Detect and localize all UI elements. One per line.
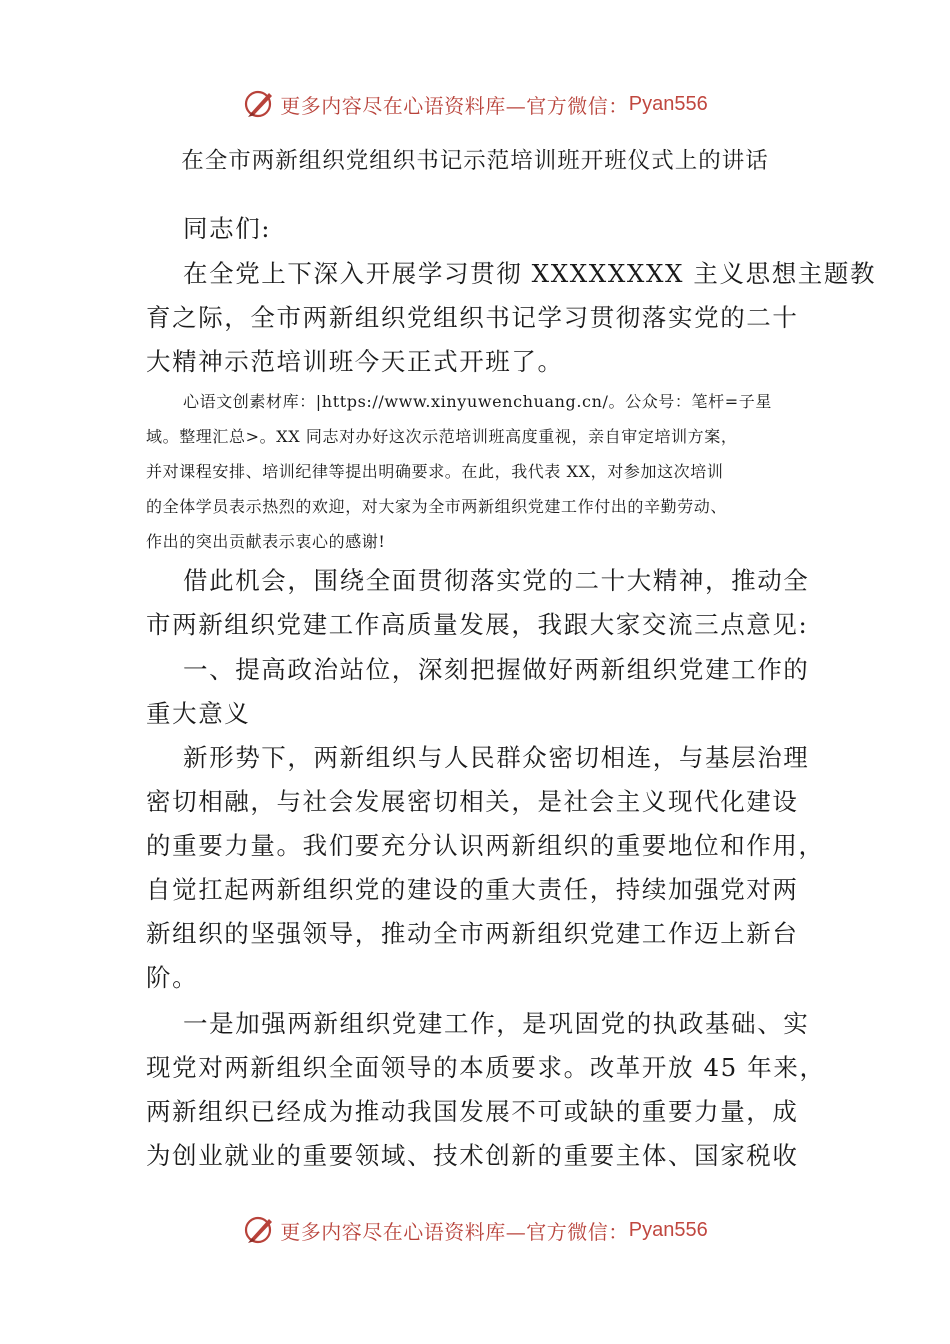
body-line: 自觉扛起两新组织党的建设的重大责任，持续加强党对两	[146, 875, 799, 904]
salutation: 同志们:	[183, 214, 272, 243]
body-line: 为创业就业的重要领域、技术创新的重要主体、国家税收	[146, 1141, 799, 1170]
body-line: 现党对两新组织全面领导的本质要求。改革开放 45 年来，	[146, 1053, 826, 1082]
body-line: 阶。	[146, 963, 199, 992]
pen-logo-icon	[242, 87, 276, 121]
watermark-wechat-id: Pyan556	[628, 1218, 708, 1241]
body-line: 育之际，全市两新组织党组织书记学习贯彻落实党的二十	[146, 303, 799, 332]
body-line: 市两新组织党建工作高质量发展，我跟大家交流三点意见:	[146, 610, 809, 639]
body-line: 的重要力量。我们要充分认识两新组织的重要地位和作用，	[146, 831, 825, 860]
watermark-text: 更多内容尽在心语资料库—官方微信：	[280, 93, 629, 118]
body-line: 新组织的坚强领导，推动全市两新组织党建工作迈上新台	[146, 919, 799, 948]
body-line: 大精神示范培训班今天正式开班了。	[146, 347, 564, 376]
watermark-banner-top	[0, 84, 950, 124]
section-heading: 一、提高政治站位，深刻把握做好两新组织党建工作的	[183, 655, 810, 684]
small-line: 的全体学员表示热烈的欢迎，对大家为全市两新组织党建工作付出的辛勤劳动、	[146, 497, 728, 516]
section-heading: 重大意义	[146, 699, 251, 728]
small-line: 作出的突出贡献表示衷心的感谢!	[146, 532, 386, 551]
watermark-wechat-id: Pyan556	[628, 92, 708, 115]
small-line: 域。整理汇总>。XX 同志对办好这次示范培训班高度重视，亲自审定培训方案，	[146, 427, 738, 446]
small-line: 并对课程安排、培训纪律等提出明确要求。在此，我代表 XX，对参加这次培训	[146, 462, 724, 481]
body-line: 两新组织已经成为推动我国发展不可或缺的重要力量，成	[146, 1097, 799, 1126]
watermark-text: 更多内容尽在心语资料库—官方微信：	[280, 1219, 629, 1244]
small-line: 心语文创素材库：|https://www.xinyuwenchuang.cn/。公众号：笔杆=子星	[183, 392, 772, 411]
body-line: 一是加强两新组织党建工作，是巩固党的执政基础、实	[183, 1009, 810, 1038]
watermark-banner-bottom	[0, 1210, 950, 1250]
body-line: 借此机会，围绕全面贯彻落实党的二十大精神，推动全	[183, 566, 810, 595]
document-title: 在全市两新组织党组织书记示范培训班开班仪式上的讲话	[181, 148, 769, 174]
body-line: 在全党上下深入开展学习贯彻 XXXXXXXX 主义思想主题教	[183, 259, 877, 288]
body-line: 密切相融，与社会发展密切相关，是社会主义现代化建设	[146, 787, 799, 816]
pen-logo-icon	[242, 1213, 276, 1247]
body-line: 新形势下，两新组织与人民群众密切相连，与基层治理	[183, 743, 810, 772]
